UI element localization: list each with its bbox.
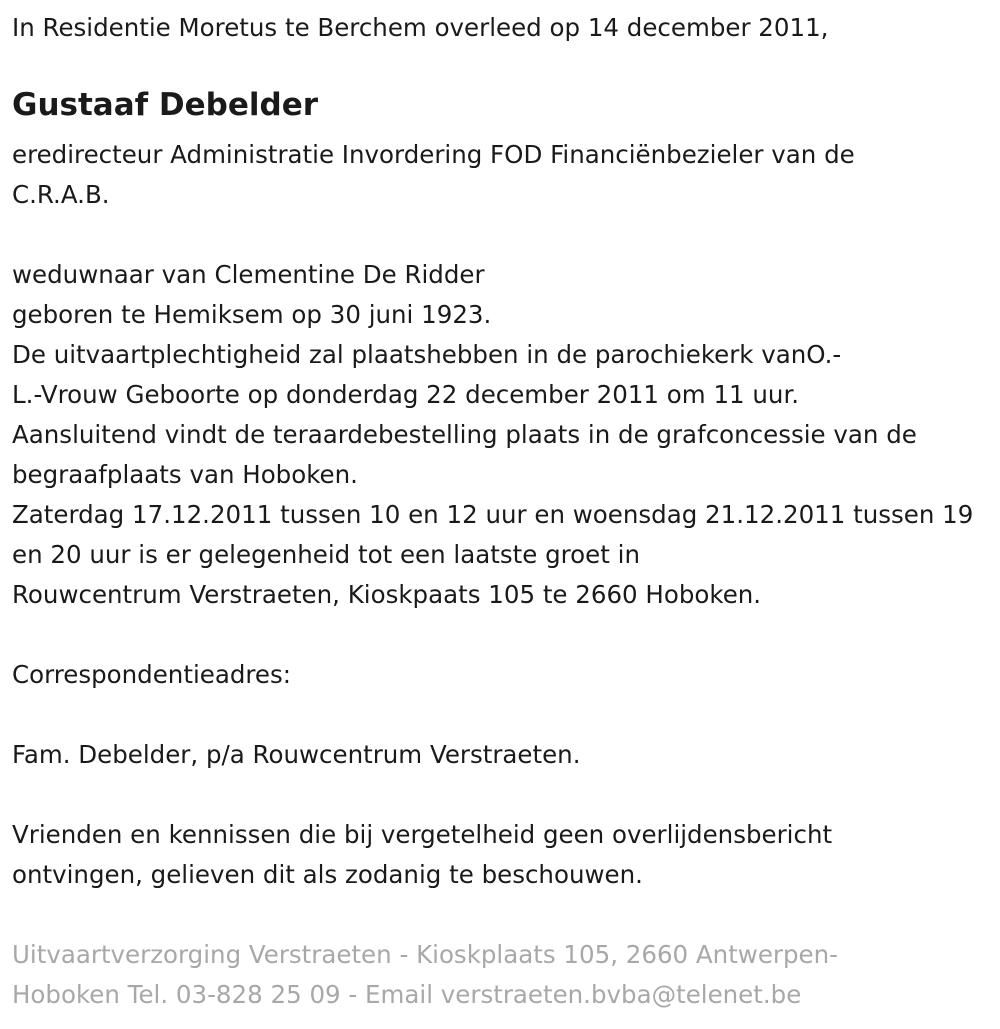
correspondence-address: Fam. Debelder, p/a Rouwcentrum Verstraeten. bbox=[12, 740, 581, 769]
function-line: C.R.A.B. bbox=[12, 180, 110, 209]
intro-text: In Residentie Moretus te Berchem overleed op 14 december 2011, bbox=[12, 13, 829, 42]
correspondence-label: Correspondentieadres: bbox=[12, 660, 292, 689]
footer-line: Uitvaartverzorging Verstraeten - Kioskplaats 105, 2660 Antwerpen- bbox=[12, 940, 838, 969]
details-line: en 20 uur is er gelegenheid tot een laatste groet in bbox=[12, 540, 640, 569]
details-line: L.-Vrouw Geboorte op donderdag 22 december 2011 om 11 uur. bbox=[12, 380, 800, 409]
notice-line: Vrienden en kennissen die bij vergetelheid geen overlijdensbericht bbox=[12, 820, 833, 849]
details-line: Zaterdag 17.12.2011 tussen 10 en 12 uur en woensdag 21.12.2011 tussen 19 bbox=[12, 500, 974, 529]
function-line: eredirecteur Administratie Invordering FOD Financiënbezieler van de bbox=[12, 140, 855, 169]
details-line: begraafplaats van Hoboken. bbox=[12, 460, 358, 489]
details-line: geboren te Hemiksem op 30 juni 1923. bbox=[12, 300, 492, 329]
footer-line: Hoboken Tel. 03-828 25 09 - Email verstraeten.bvba@telenet.be bbox=[12, 980, 802, 1009]
notice-line: ontvingen, gelieven dit als zodanig te beschouwen. bbox=[12, 860, 643, 889]
details-line: weduwnaar van Clementine De Ridder bbox=[12, 260, 485, 289]
deceased-name: Gustaaf Debelder bbox=[12, 87, 319, 123]
details-line: De uitvaartplechtigheid zal plaatshebben in de parochiekerk vanO.- bbox=[12, 340, 842, 369]
details-line: Aansluitend vindt de teraardebestelling plaats in de grafconcessie van de bbox=[12, 420, 917, 449]
details-line: Rouwcentrum Verstraeten, Kioskpaats 105 te 2660 Hoboken. bbox=[12, 580, 762, 609]
